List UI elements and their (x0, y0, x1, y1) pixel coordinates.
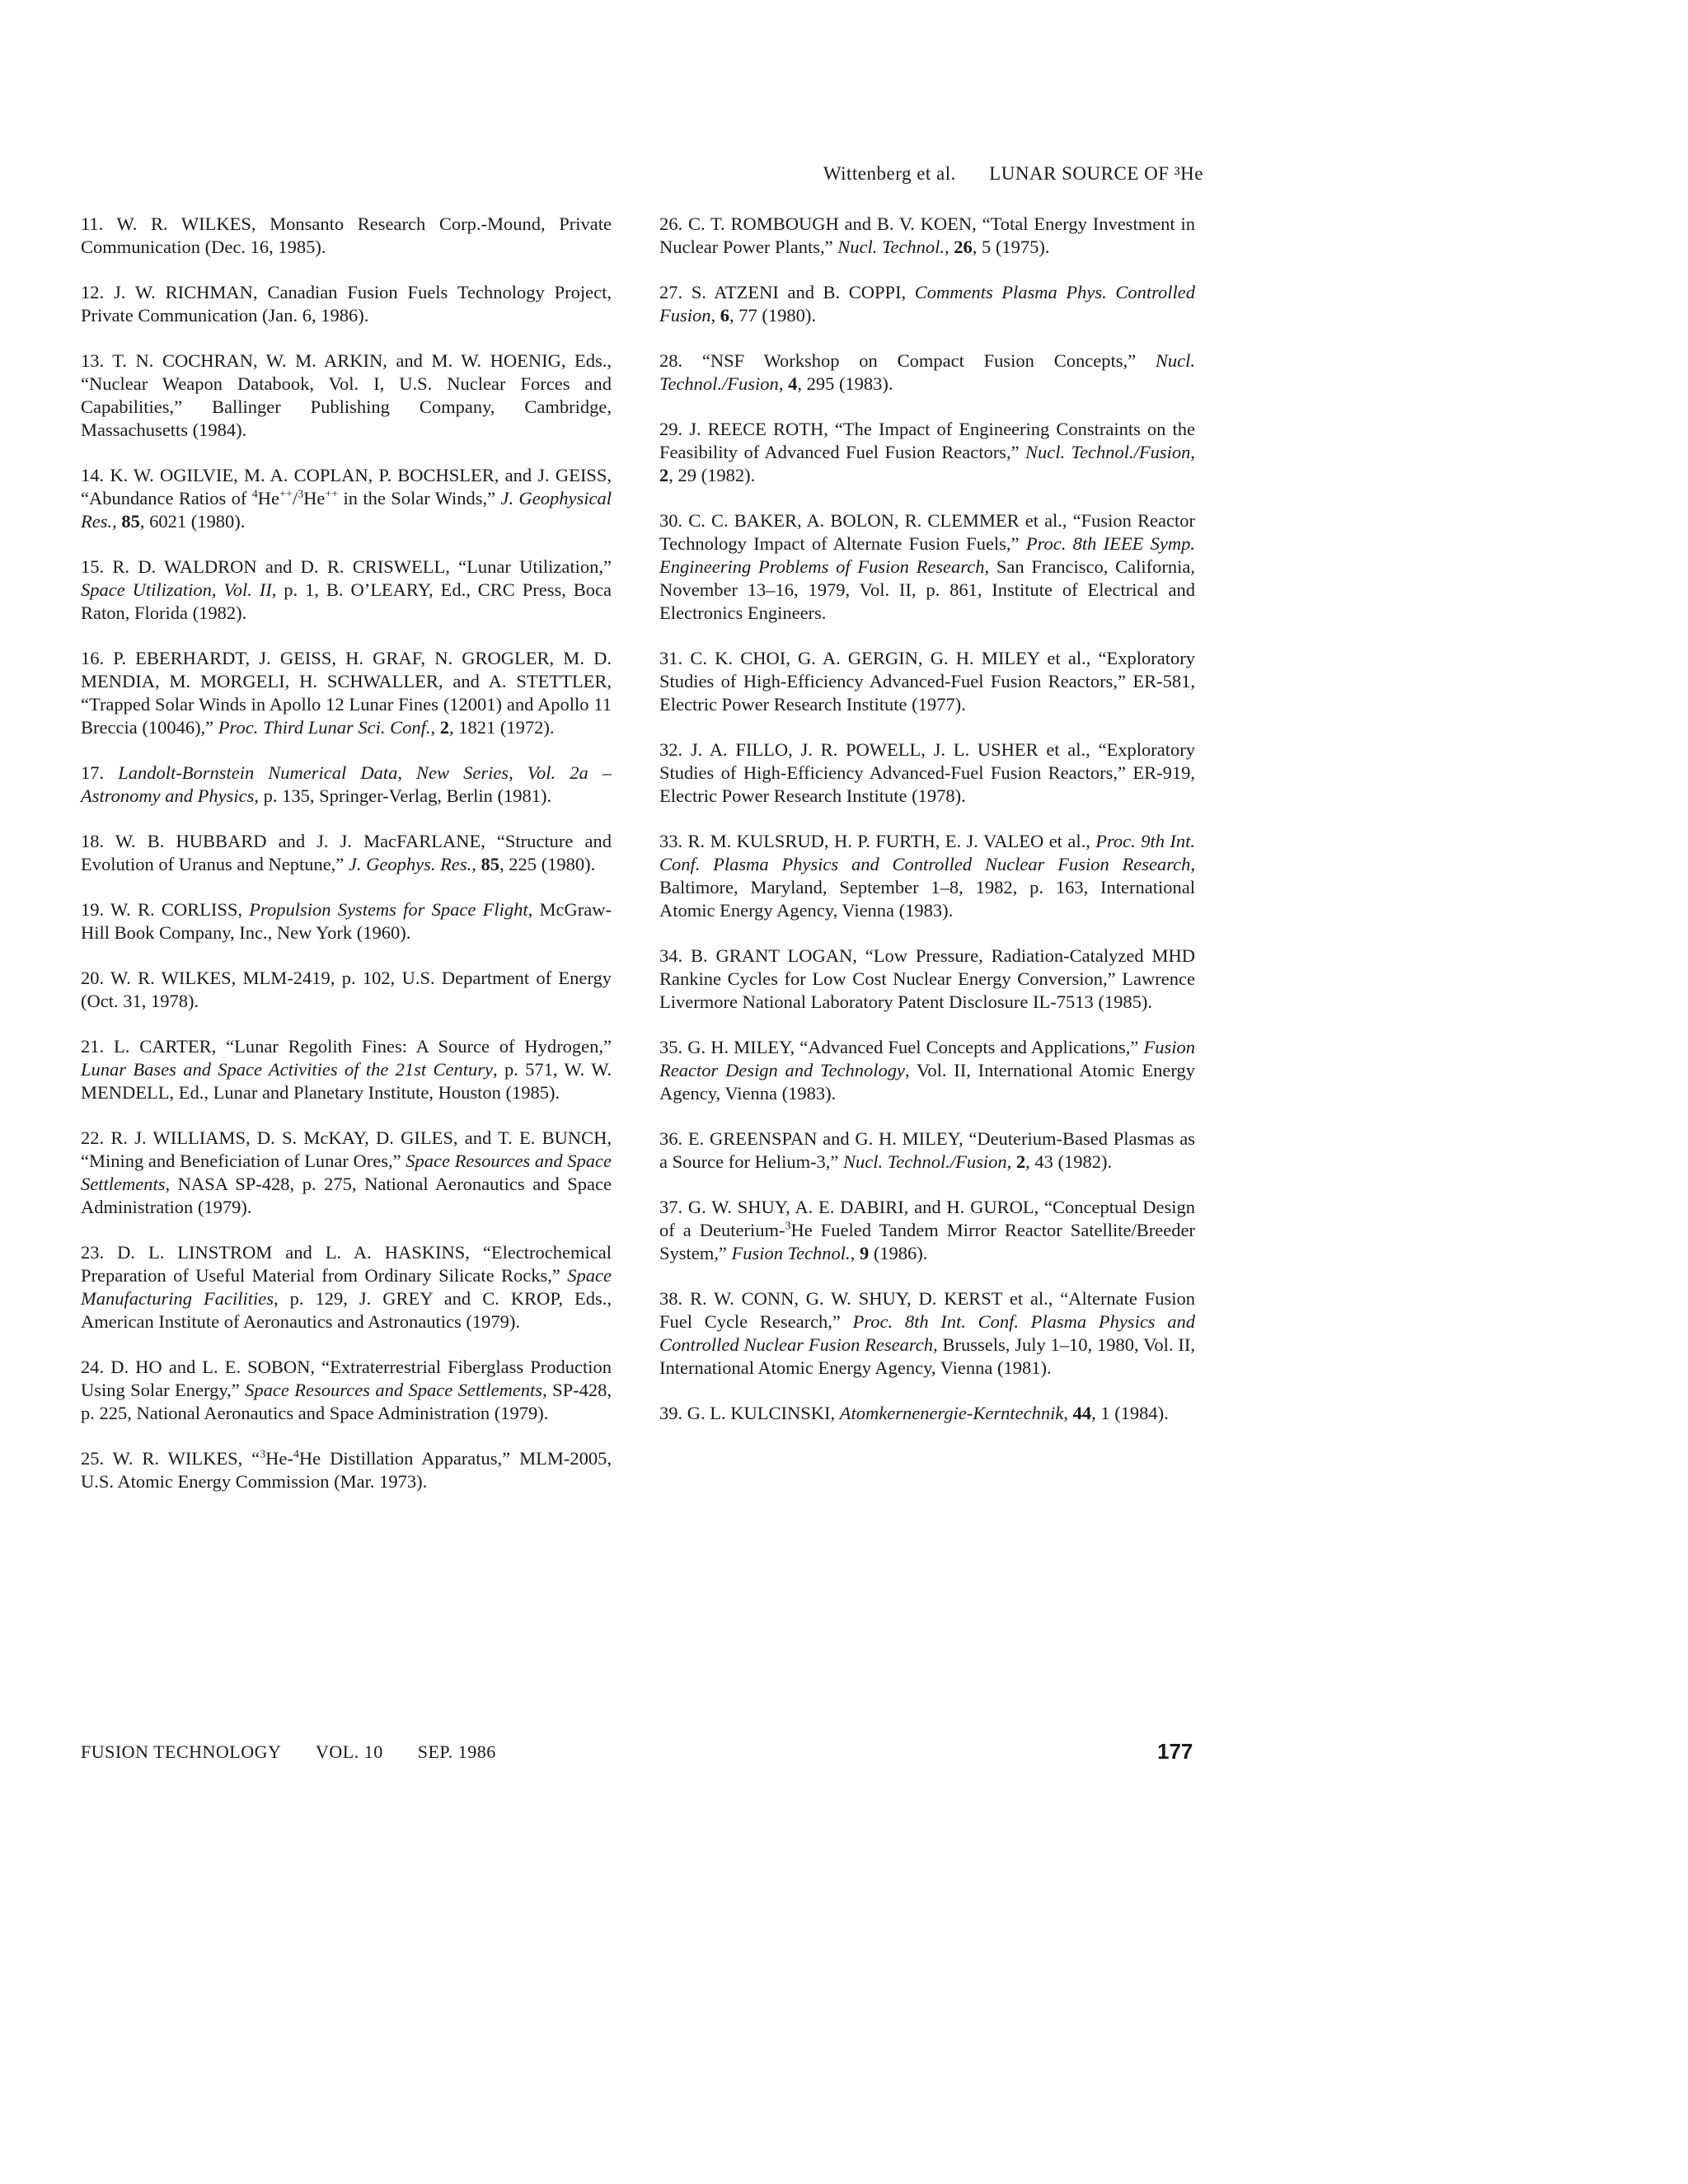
reference-entry: 37. G. W. SHUY, A. E. DABIRI, and H. GUROL, “Conceptual Design of a Deuterium-$^3$He Fueled Tandem Mirror Reactor Satellite/Breeder System,” Fusion Technol., 9 (1986). (659, 1197, 1195, 1263)
footer-volume: VOL. 10 (316, 1741, 383, 1762)
reference-entry: 22. R. J. WILLIAMS, D. S. McKAY, D. GILES, and T. E. BUNCH, “Mining and Beneficiation of Lunar Ores,” Space Resources and Space Settlements, NASA SP-428, p. 275, National Aeronautics and Space Administration (1979). (81, 1127, 612, 1217)
reference-entry: 14. K. W. OGILVIE, M. A. COPLAN, P. BOCHSLER, and J. GEISS, “Abundance Ratios of $^4$He++/$^3$He++ in the Solar Winds,” J. Geophysical Res., 85, 6021 (1980). (81, 465, 612, 532)
reference-entry: 13. T. N. COCHRAN, W. M. ARKIN, and M. W. HOENIG, Eds., “Nuclear Weapon Databook, Vol. I, U.S. Nuclear Forces and Capabilities,” Ballinger Publishing Company, Cambridge, Massachusetts (1984). (81, 350, 612, 440)
reference-entry: 25. W. R. WILKES, “$^3$He-$^4$He Distillation Apparatus,” MLM-2005, U.S. Atomic Energy Commission (Mar. 1973). (81, 1448, 612, 1492)
reference-entry: 23. D. L. LINSTROM and L. A. HASKINS, “Electrochemical Preparation of Useful Material from Ordinary Silicate Rocks,” Space Manufacturing Facilities, p. 129, J. GREY and C. KROP, Eds., American Institute of Aeronautics and Astronautics (1979). (81, 1242, 612, 1332)
reference-entry: 36. E. GREENSPAN and G. H. MILEY, “Deuterium-Based Plasmas as a Source for Helium-3,” Nucl. Technol./Fusion, 2, 43 (1982). (659, 1128, 1195, 1172)
footer-journal: FUSION TECHNOLOGY (81, 1741, 282, 1762)
reference-entry: 29. J. REECE ROTH, “The Impact of Engineering Constraints on the Feasibility of Advanced Fuel Fusion Reactors,” Nucl. Technol./Fusion, 2, 29 (1982). (659, 419, 1196, 485)
reference-entry: 21. L. CARTER, “Lunar Regolith Fines: A Source of Hydrogen,” Lunar Bases and Space Activities of the 21st Century, p. 571, W. W. MENDELL, Ed., Lunar and Planetary Institute, Houston (1985). (81, 1036, 612, 1103)
running-head (823, 163, 1203, 185)
reference-entry: 15. R. D. WALDRON and D. R. CRISWELL, “Lunar Utilization,” Space Utilization, Vol. II, p. 1, B. O’LEARY, Ed., CRC Press, Boca Raton, Florida (1982). (81, 556, 612, 623)
reference-entry: 31. C. K. CHOI, G. A. GERGIN, G. H. MILEY et al., “Exploratory Studies of High-Efficiency Advanced-Fuel Fusion Reactors,” ER-581, Electric Power Research Institute (1977). (659, 648, 1195, 715)
reference-entry: 32. J. A. FILLO, J. R. POWELL, J. L. USHER et al., “Exploratory Studies of High-Efficiency Advanced-Fuel Fusion Reactors,” ER-919, Electric Power Research Institute (1978). (659, 739, 1195, 806)
reference-entry: 17. Landolt-Bornstein Numerical Data, New Series, Vol. 2a – Astronomy and Physics, p. 135, Springer-Verlag, Berlin (1981). (81, 762, 612, 806)
reference-entry: 11. W. R. WILKES, Monsanto Research Corp.-Mound, Private Communication (Dec. 16, 1985). (81, 213, 612, 257)
reference-entry: 18. W. B. HUBBARD and J. J. MacFARLANE, “Structure and Evolution of Uranus and Neptune,” J. Geophys. Res., 85, 225 (1980). (81, 831, 612, 874)
running-head-authors: Wittenberg et al. (823, 163, 956, 184)
reference-entry: 33. R. M. KULSRUD, H. P. FURTH, E. J. VALEO et al., Proc. 9th Int. Conf. Plasma Physics and Controlled Nuclear Fusion Research, Baltimore, Maryland, September 1–8, 1982, p. 163, International Atomic Energy Agency, Vienna (1983). (659, 831, 1195, 921)
reference-entry: 19. W. R. CORLISS, Propulsion Systems for Space Flight, McGraw-Hill Book Company, Inc., New York (1960). (81, 899, 612, 943)
reference-entry: 12. J. W. RICHMAN, Canadian Fusion Fuels Technology Project, Private Communication (Jan. 6, 1986). (81, 282, 612, 326)
footer-date: SEP. 1986 (417, 1741, 496, 1762)
reference-entry: 27. S. ATZENI and B. COPPI, Comments Plasma Phys. Controlled Fusion, 6, 77 (1980). (659, 282, 1195, 326)
reference-entry: 16. P. EBERHARDT, J. GEISS, H. GRAF, N. GROGLER, M. D. MENDIA, M. MORGELI, H. SCHWALLER, and A. STETTLER, “Trapped Solar Winds in Apollo 12 Lunar Fines (12001) and Apollo 11 Breccia (10046),” Proc. Third Lunar Sci. Conf., 2, 1821 (1972). (81, 648, 612, 738)
reference-entry: 39. G. L. KULCINSKI, Atomkernenergie-Kerntechnik, 44, 1 (1984). (659, 1403, 1169, 1423)
reference-entry: 28. “NSF Workshop on Compact Fusion Concepts,” Nucl. Technol./Fusion, 4, 295 (1983). (659, 350, 1195, 394)
references-right-column (659, 213, 1195, 1425)
reference-entry: 24. D. HO and L. E. SOBON, “Extraterrestrial Fiberglass Production Using Solar Energy,” Space Resources and Space Settlements, SP-428, p. 225, National Aeronautics and Space Administration (1979). (81, 1357, 612, 1423)
reference-entry: 34. B. GRANT LOGAN, “Low Pressure, Radiation-Catalyzed MHD Rankine Cycles for Low Cost Nuclear Energy Conversion,” Lawrence Livermore National Laboratory Patent Disclosure IL-7513 (1985). (659, 945, 1195, 1012)
reference-entry: 38. R. W. CONN, G. W. SHUY, D. KERST et al., “Alternate Fusion Fuel Cycle Research,” Proc. 8th Int. Conf. Plasma Physics and Controlled Nuclear Fusion Research, Brussels, July 1–10, 1980, Vol. II, International Atomic Energy Agency, Vienna (1981). (659, 1288, 1195, 1378)
page-number: 177 (1157, 1739, 1193, 1764)
reference-entry: 30. C. C. BAKER, A. BOLON, R. CLEMMER et al., “Fusion Reactor Technology Impact of Alternate Fusion Fuels,” Proc. 8th IEEE Symp. Engineering Problems of Fusion Research, San Francisco, California, November 13–16, 1979, Vol. II, p. 861, Institute of Electrical and Electronics Engineers. (659, 510, 1195, 623)
footer-journal-info (81, 1741, 526, 1763)
reference-entry: 26. C. T. ROMBOUGH and B. V. KOEN, “Total Energy Investment in Nuclear Power Plants,” Nucl. Technol., 26, 5 (1975). (659, 213, 1195, 257)
references-left-column (81, 213, 612, 1493)
reference-entry: 35. G. H. MILEY, “Advanced Fuel Concepts and Applications,” Fusion Reactor Design and Technology, Vol. II, International Atomic Energy Agency, Vienna (1983). (659, 1037, 1195, 1104)
reference-entry: 20. W. R. WILKES, MLM-2419, p. 102, U.S. Department of Energy (Oct. 31, 1978). (81, 968, 612, 1011)
running-head-title: LUNAR SOURCE OF ³He (989, 163, 1203, 184)
